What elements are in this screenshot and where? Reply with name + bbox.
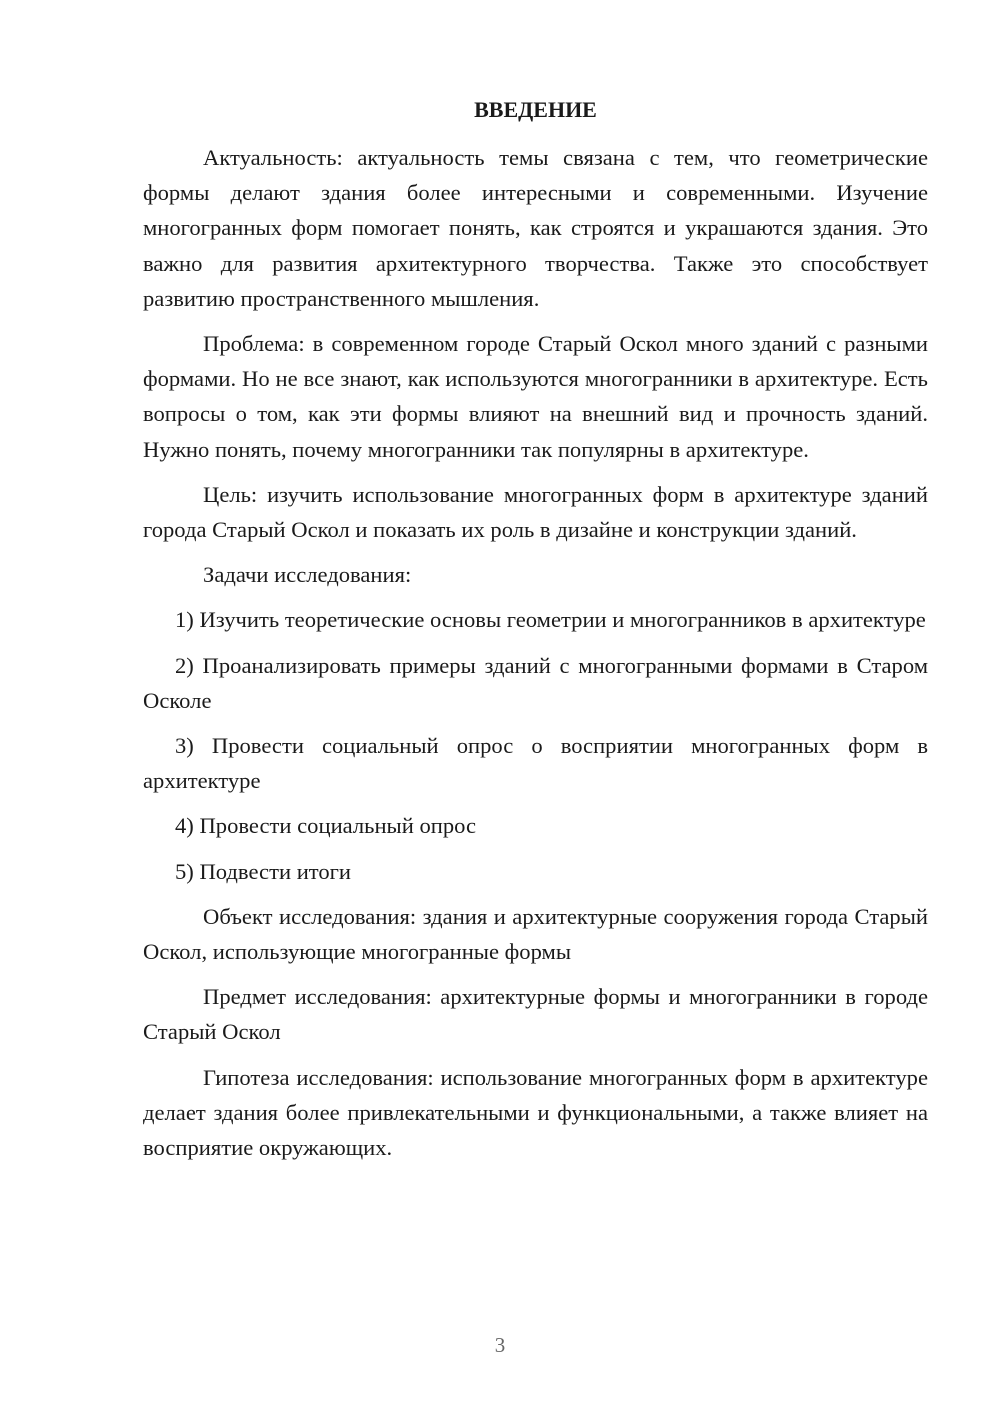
paragraph-goal: Цель: изучить использование многогранных форм в архитектуре зданий города Старый Оскол и показать их роль в дизайне и конструкции зданий. — [143, 481, 928, 543]
list-item-task-4: 4) Провести социальный опрос — [175, 813, 477, 839]
paragraph-subject: Предмет исследования: архитектурные формы и многогранники в городе Старый Оскол — [143, 984, 928, 1045]
paragraph-hypothesis: Гипотеза исследования: использование многогранных форм в архитектуре делает здания более привлекательными и функциональными, а также влияет на восприятие окружающих. — [143, 1064, 928, 1161]
paragraph-problem: Проблема: в современном городе Старый Оскол много зданий с разными формами. Но не все знают, как используются многогранники в архитектуре. Есть вопросы о том, как эти формы влияют на внешний вид и прочность зданий. Нужно понять, почему многогранники так популярны в архитектуре. — [143, 331, 928, 462]
list-item-task-5: 5) Подвести итоги — [175, 858, 352, 884]
page-number: 3 — [494, 1333, 506, 1357]
paragraph-object: Объект исследования: здания и архитектурные сооружения города Старый Оскол, использующие многогранные формы — [143, 903, 928, 965]
document-page — [143, 94, 928, 1175]
paragraph-relevance: Актуальность: актуальность темы связана с тем, что геометрические формы делают здания более интересными и современными. Изучение многогранных форм помогает понять, как строятся и украшаются здания. Это важно для развития архитектурного творчества. Также это способствует развитию пространственного мышления. — [143, 145, 928, 311]
list-item-task-3: 3) Провести социальный опрос о восприятии многогранных форм в архитектуре — [143, 733, 928, 794]
paragraph-tasks-heading: Задачи исследования: — [203, 562, 412, 588]
page-title: ВВЕДЕНИЕ — [474, 97, 597, 122]
list-item-task-2: 2) Проанализировать примеры зданий с многогранными формами в Старом Осколе — [143, 652, 928, 713]
list-item-task-1: 1) Изучить теоретические основы геометрии и многогранников в архитектуре — [175, 607, 926, 633]
